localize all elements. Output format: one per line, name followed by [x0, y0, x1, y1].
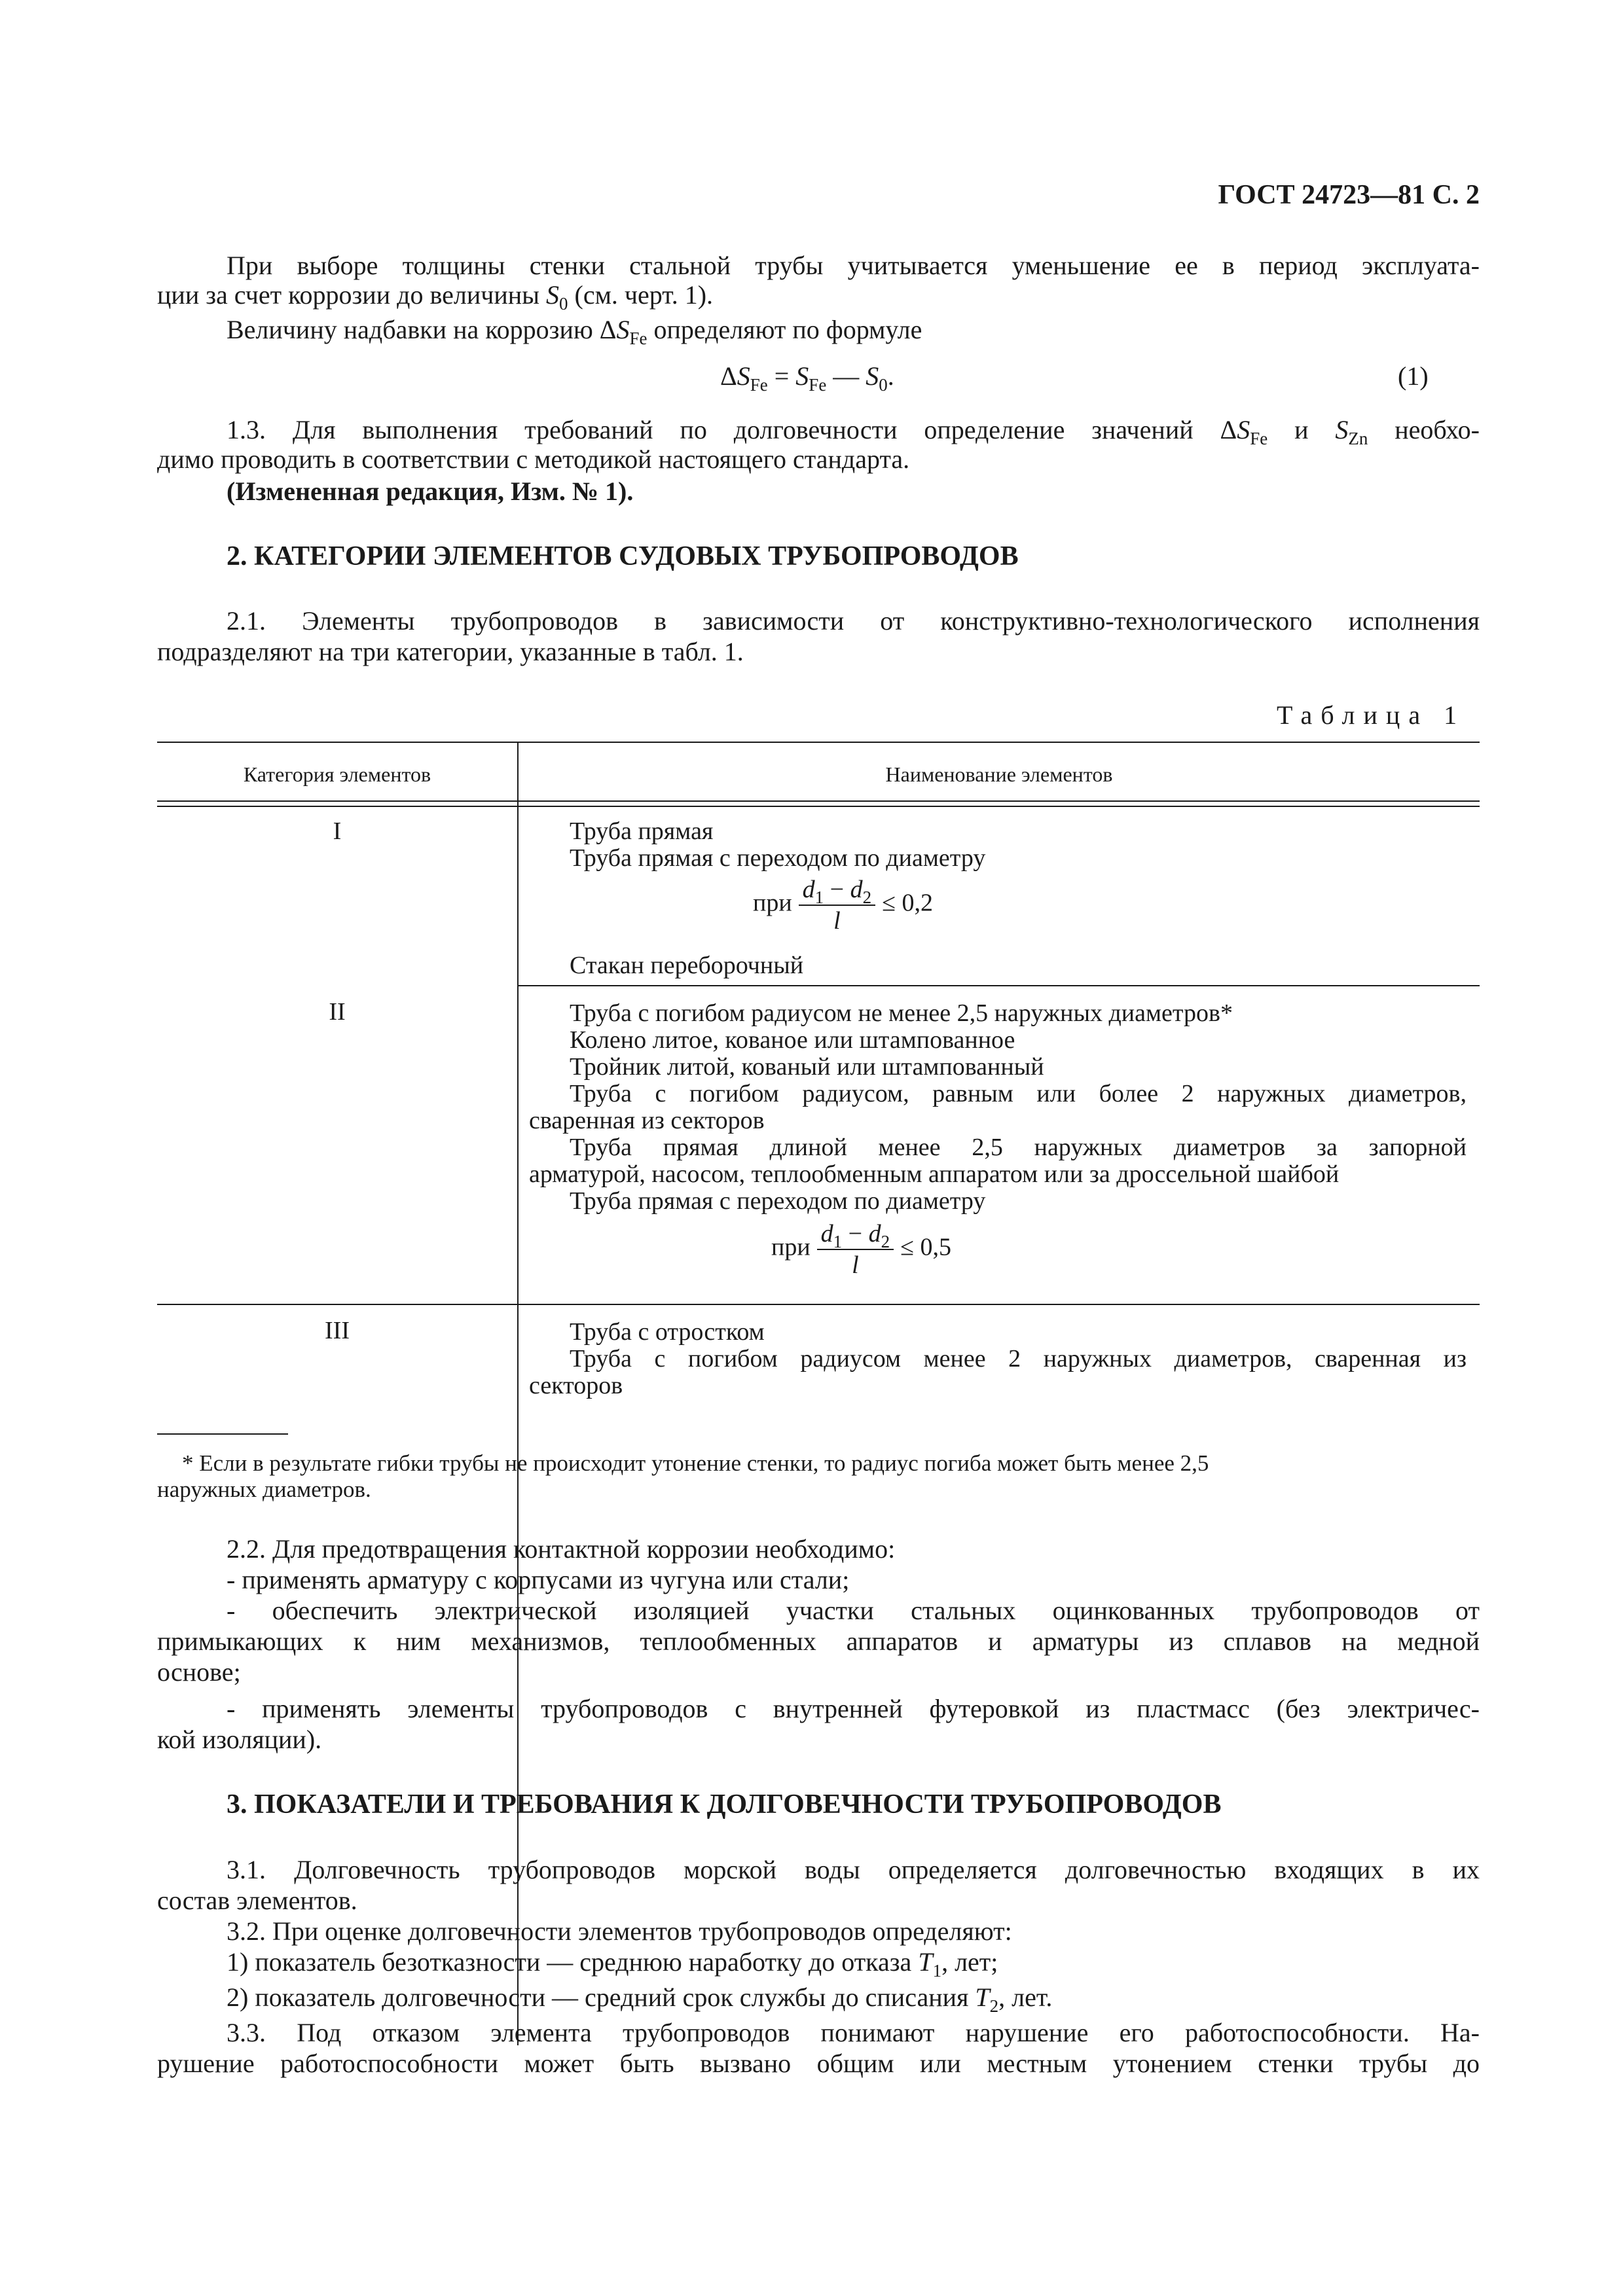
clause-3-2-item: 1) показатель безотказности — среднюю наработку до отказа $T_1$, лет;	[227, 1947, 998, 1981]
clause-3-2-line: 3.2. При оценке долговечности элементов трубопроводов определяют:	[227, 1916, 1012, 1946]
amendment-note: (Измененная редакция, Изм. № 1).	[227, 476, 634, 506]
table-row-rule	[157, 1304, 1480, 1305]
table-item: Тройник литой, кованый или штампованный	[570, 1053, 1044, 1081]
clause-3-1-line: состав элементов.	[157, 1886, 357, 1915]
formula-1: $\Delta S_{Fe} = S_{Fe}$ — $S_0$.	[720, 361, 894, 395]
intro-paragraph-line: При выборе толщины стенки стальной трубы учитывается уменьшение ее в период эксплуата-	[227, 251, 1480, 280]
table-item: Труба прямая с переходом по диаметру	[570, 1187, 986, 1215]
clause-2-2-line: - применять арматуру с корпусами из чугуна или стали;	[227, 1565, 850, 1594]
table-item: Стакан переборочный	[570, 952, 804, 979]
clause-3-3-line: 3.3. Под отказом элемента трубопроводов понимают нарушение его работоспособности. На-	[227, 2018, 1480, 2047]
table-row-rule	[517, 985, 1480, 986]
table-item: арматурой, насосом, теплообменным аппаратом или за дроссельной шайбой	[529, 1160, 1340, 1188]
table-item: Труба прямая	[570, 817, 714, 845]
clause-2-2-line: - обеспечить электрической изоляцией участки стальных оцинкованных трубопроводов от	[227, 1596, 1480, 1625]
table-item: сваренная из секторов	[529, 1107, 765, 1134]
category-cell: III	[325, 1317, 350, 1344]
clause-2-1-line: 2.1. Элементы трубопроводов в зависимости от конструктивно-технологического исполнения	[227, 606, 1480, 636]
section-2-heading: 2. КАТЕГОРИИ ЭЛЕМЕНТОВ СУДОВЫХ ТРУБОПРОВОДОВ	[227, 541, 1019, 571]
table-caption: Таблица 1	[1277, 700, 1466, 730]
table-item: Труба прямая длиной менее 2,5 наружных диаметров за запорной	[570, 1134, 1467, 1161]
table-item: секторов	[529, 1372, 623, 1399]
table-header-rule	[157, 800, 1480, 802]
clause-2-2-line: 2.2. Для предотвращения контактной коррозии необходимо:	[227, 1534, 896, 1564]
table-header-rule	[157, 806, 1480, 807]
category-cell: II	[329, 998, 346, 1026]
footnote-line: наружных диаметров.	[157, 1477, 371, 1502]
clause-2-2-line: кой изоляции).	[157, 1725, 322, 1754]
section-3-heading: 3. ПОКАЗАТЕЛИ И ТРЕБОВАНИЯ К ДОЛГОВЕЧНОСТИ ТРУБОПРОВОДОВ	[227, 1789, 1222, 1820]
intro-paragraph-line: ции за счет коррозии до величины $S_0$ (см. черт. 1).	[157, 280, 714, 314]
footnote-separator	[157, 1433, 288, 1435]
table-item: Труба прямая с переходом по диаметру	[570, 844, 986, 872]
table-top-rule	[157, 742, 1480, 743]
table-column-divider	[517, 742, 519, 2045]
clause-3-2-item: 2) показатель долговечности — средний срок службы до списания $T_2$, лет.	[227, 1982, 1053, 2016]
clause-2-2-line: примыкающих к ним механизмов, теплообменных аппаратов и арматуры из сплавов на медной	[157, 1626, 1480, 1656]
clause-3-3-line: рушение работоспособности может быть вызвано общим или местным утонением стенки трубы до	[157, 2049, 1480, 2078]
clause-2-2-line: - применять элементы трубопроводов с внутренней футеровкой из пластмасс (без электричес-	[227, 1694, 1480, 1723]
clause-2-1-line: подразделяют на три категории, указанные в табл. 1.	[157, 637, 744, 666]
clause-2-2-line: основе;	[157, 1657, 241, 1687]
clause-1-3-line: димо проводить в соответствии с методикой настоящего стандарта.	[157, 444, 910, 474]
page-header: ГОСТ 24723—81 С. 2	[1218, 180, 1480, 210]
category-cell: I	[333, 817, 342, 845]
table-formula: при $\frac{d_1 - d_2}{l}$ ≤ 0,5	[771, 1220, 951, 1279]
formula-number: (1)	[1398, 361, 1429, 391]
table-column-header: Наименование элементов	[885, 762, 1113, 786]
clause-3-1-line: 3.1. Долговечность трубопроводов морской воды определяется долговечностью входящих в их	[227, 1855, 1480, 1884]
table-item: Колено литое, кованое или штампованное	[570, 1026, 1015, 1054]
footnote-line: * Если в результате гибки трубы не происходит утонение стенки, то радиус погиба может быть менее 2,5	[182, 1450, 1209, 1476]
formula-intro-line: Величину надбавки на коррозию $\Delta S_{Fe}$ определяют по формуле	[227, 315, 922, 348]
table-item: Труба с отростком	[570, 1318, 765, 1346]
table-item: Труба с погибом радиусом, равным или более 2 наружных диаметров,	[570, 1080, 1467, 1107]
table-item: Труба с погибом радиусом менее 2 наружных диаметров, сваренная из	[570, 1345, 1467, 1372]
table-item: Труба с погибом радиусом не менее 2,5 наружных диаметров*	[570, 999, 1233, 1027]
clause-1-3-line: 1.3. Для выполнения требований по долговечности определение значений $\Delta S_{Fe}$ и $S_{Zn}$ необхо-	[227, 415, 1480, 448]
table-formula: при $\frac{d_1 - d_2}{l}$ ≤ 0,2	[753, 876, 933, 935]
table-column-header: Категория элементов	[243, 762, 431, 786]
